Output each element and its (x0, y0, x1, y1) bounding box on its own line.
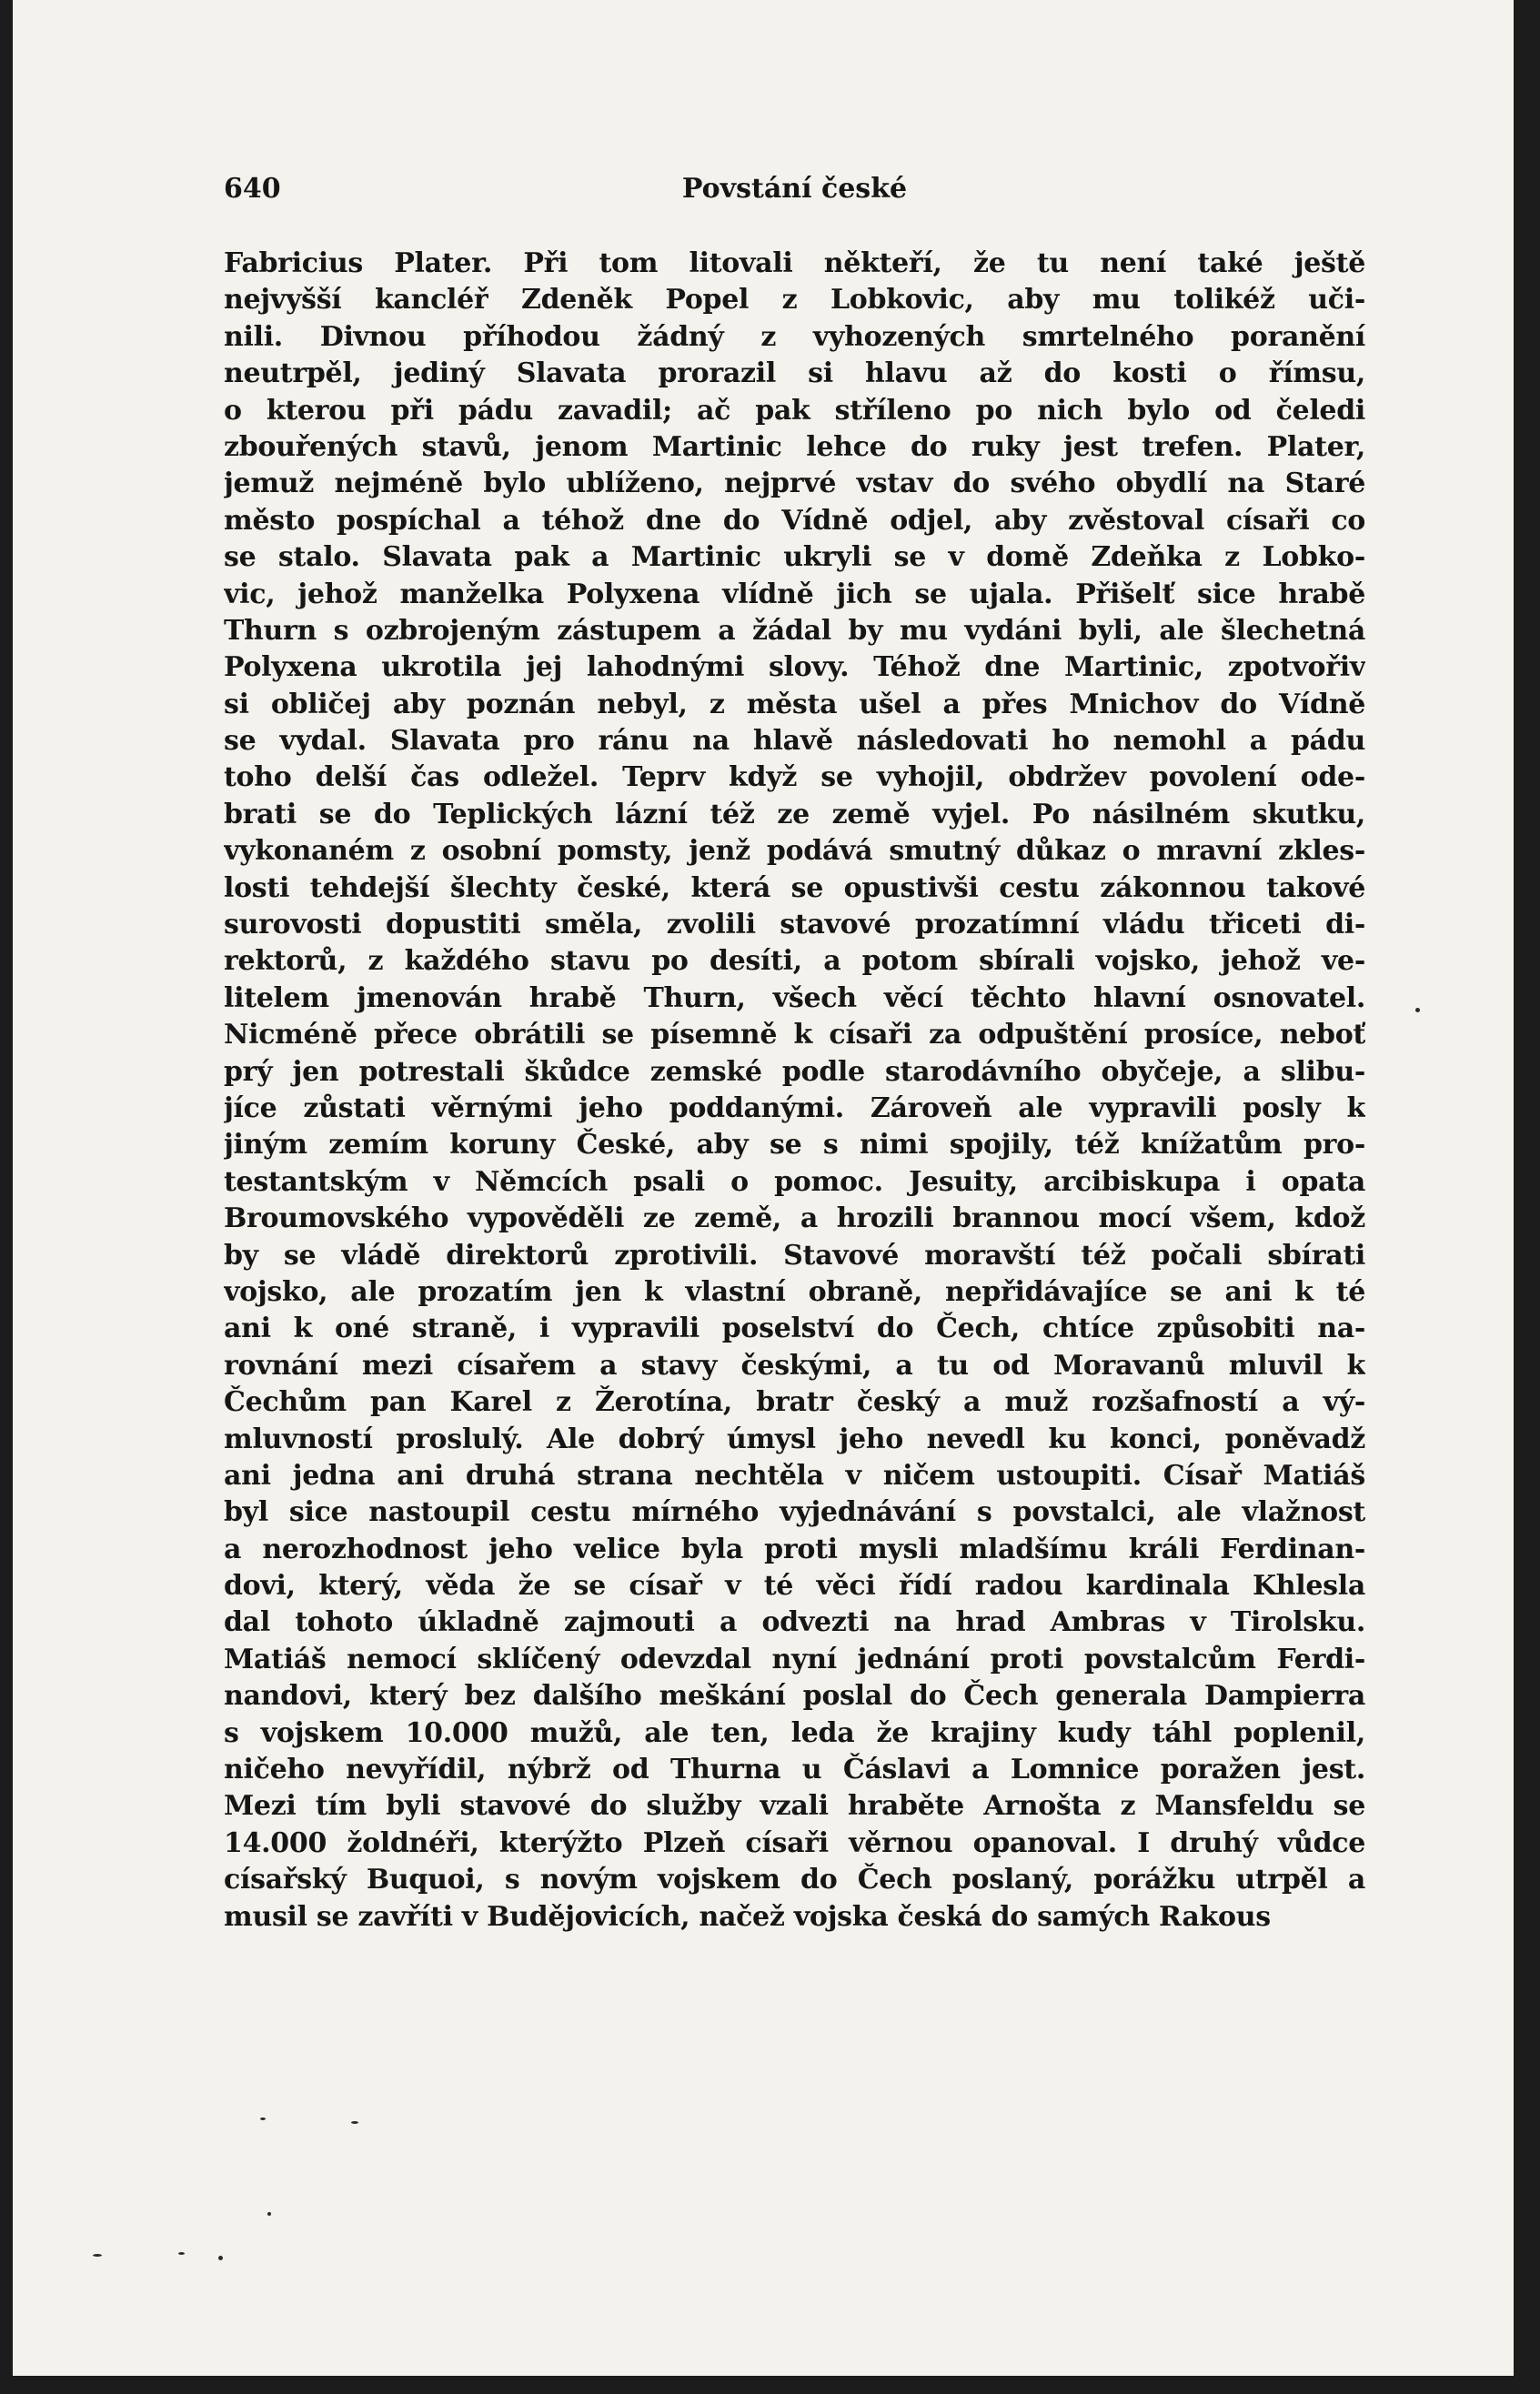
text-line: Čechům pan Karel z Žerotína, bratr český a muž rozšafností a vý- (224, 1386, 1365, 1419)
text-line: město pospíchal a téhož dne do Vídně odjel, aby zvěstoval císaři co (224, 504, 1365, 537)
speck (351, 2121, 358, 2124)
page-header (224, 173, 1365, 209)
text-line: s vojskem 10.000 mužů, ale ten, leda že krajiny kudy táhl poplenil, (224, 1716, 1365, 1749)
text-line: nandovi, který bez dalšího meškání poslal do Čech generala Dampierra (224, 1680, 1365, 1713)
speck (218, 2256, 223, 2260)
book-page (13, 0, 1514, 2376)
text-line: vojsko, ale prozatím jen k vlastní obraně, nepřidávajíce se ani k té (224, 1275, 1365, 1308)
text-line: zbouřených stavů, jenom Martinic lehce do ruky jest trefen. Plater, (224, 430, 1365, 463)
text-line: se stalo. Slavata pak a Martinic ukryli se v domě Zdeňka z Lobko- (224, 541, 1365, 574)
page-number: 640 (224, 173, 281, 205)
text-line: prý jen potrestali škůdce zemské podle starodávního obyčeje, a slibu- (224, 1055, 1365, 1088)
running-title: Povstání české (681, 173, 908, 205)
text-line: neutrpěl, jediný Slavata prorazil si hlavu až do kosti o římsu, (224, 357, 1365, 390)
text-line: litelem jmenován hrabě Thurn, všech věcí těchto hlavní osnovatel. (224, 981, 1365, 1014)
speck (260, 2117, 266, 2120)
text-line: jíce zůstati věrnými jeho poddanými. Zároveň ale vypravili posly k (224, 1091, 1365, 1124)
speck (267, 2212, 271, 2216)
text-line: musil se zavříti v Budějovicích, načež vojska česká do samých Rakous (224, 1900, 1271, 1933)
text-line: nejvyšší kancléř Zdeněk Popel z Lobkovic, aby mu tolikéž uči- (224, 284, 1365, 317)
text-line: Fabricius Plater. Při tom litovali někteří, že tu není také ještě (224, 247, 1365, 279)
text-line: by se vládě direktorů zprotivili. Stavové moravští též počali sbírati (224, 1239, 1365, 1272)
text-line: Matiáš nemocí sklíčený odevzdal nyní jednání proti povstalcům Ferdi- (224, 1643, 1365, 1675)
text-line: jemuž nejméně bylo ublíženo, nejprvé vstav do svého obydlí na Staré (224, 468, 1365, 500)
text-line: se vydal. Slavata pro ránu na hlavě následovati ho nemohl a pádu (224, 725, 1365, 758)
text-line: Mezi tím byli stavové do služby vzali hraběte Arnošta z Mansfeldu se (224, 1790, 1365, 1823)
text-line: ani k oné straně, i vypravili poselství do Čech, chtíce způsobiti na- (224, 1313, 1365, 1345)
text-line: byl sice nastoupil cestu mírného vyjednávání s povstalci, ale vlažnost (224, 1496, 1365, 1529)
text-line: 14.000 žoldnéři, kterýžto Plzeň císaři věrnou opanoval. I druhý vůdce (224, 1826, 1365, 1859)
text-line: testantským v Němcích psali o pomoc. Jesuity, arcibiskupa i opata (224, 1165, 1365, 1198)
text-line: mluvností proslulý. Ale dobrý úmysl jeho nevedl ku konci, poněvadž (224, 1423, 1365, 1455)
body-text (224, 246, 1365, 1936)
text-line: Thurn s ozbrojeným zástupem a žádal by mu vydáni byli, ale šlechetná (224, 614, 1365, 647)
text-line: si obličej aby poznán nebyl, z města ušel a přes Mnichov do Vídně (224, 688, 1365, 720)
text-line: Polyxena ukrotila jej lahodnými slovy. Téhož dne Martinic, zpotvořiv (224, 651, 1365, 684)
text-line: vykonaném z osobní pomsty, jenž podává smutný důkaz o mravní zkles- (224, 835, 1365, 868)
text-line: nili. Divnou příhodou žádný z vyhozených smrtelného poranění (224, 320, 1365, 353)
speck (178, 2252, 185, 2255)
text-line: dovi, který, věda že se císař v té věci řídí radou kardinala Khlesla (224, 1570, 1365, 1603)
text-line: rovnání mezi císařem a stavy českými, a tu od Moravanů mluvil k (224, 1349, 1365, 1382)
text-line: rektorů, z každého stavu po desíti, a potom sbírali vojsko, jehož ve- (224, 945, 1365, 978)
text-line: brati se do Teplických lázní též ze země vyjel. Po násilném skutku, (224, 798, 1365, 830)
text-line: o kterou při pádu zavadil; ač pak stříleno po nich bylo od čeledi (224, 394, 1365, 427)
text-line: surovosti dopustiti směla, zvolili stavové prozatímní vládu třiceti di- (224, 909, 1365, 941)
speck (93, 2254, 102, 2257)
text-line: císařský Buquoi, s novým vojskem do Čech poslaný, porážku utrpěl a (224, 1864, 1365, 1896)
text-line: Broumovského vypověděli ze země, a hrozili brannou mocí všem, kdož (224, 1202, 1365, 1235)
text-line: losti tehdejší šlechty české, která se opustivši cestu zákonnou takové (224, 871, 1365, 904)
text-line: ani jedna ani druhá strana nechtěla v ničem ustoupiti. Císař Matiáš (224, 1459, 1365, 1492)
text-line: ničeho nevyřídil, nýbrž od Thurna u Čáslavi a Lomnice poražen jest. (224, 1754, 1365, 1786)
speck (1415, 1008, 1420, 1012)
text-line: Nicméně přece obrátili se písemně k císaři za odpuštění prosíce, neboť (224, 1019, 1365, 1051)
text-line: jiným zemím koruny České, aby se s nimi spojily, též knížatům pro- (224, 1129, 1365, 1162)
text-line: dal tohoto úkladně zajmouti a odvezti na hrad Ambras v Tirolsku. (224, 1606, 1365, 1639)
text-line: a nerozhodnost jeho velice byla proti mysli mladšímu králi Ferdinan- (224, 1533, 1365, 1565)
text-line: toho delší čas odležel. Teprv když se vyhojil, obdržev povolení ode- (224, 761, 1365, 794)
text-line: vic, jehož manželka Polyxena vlídně jich se ujala. Přišelť sice hrabě (224, 578, 1365, 610)
